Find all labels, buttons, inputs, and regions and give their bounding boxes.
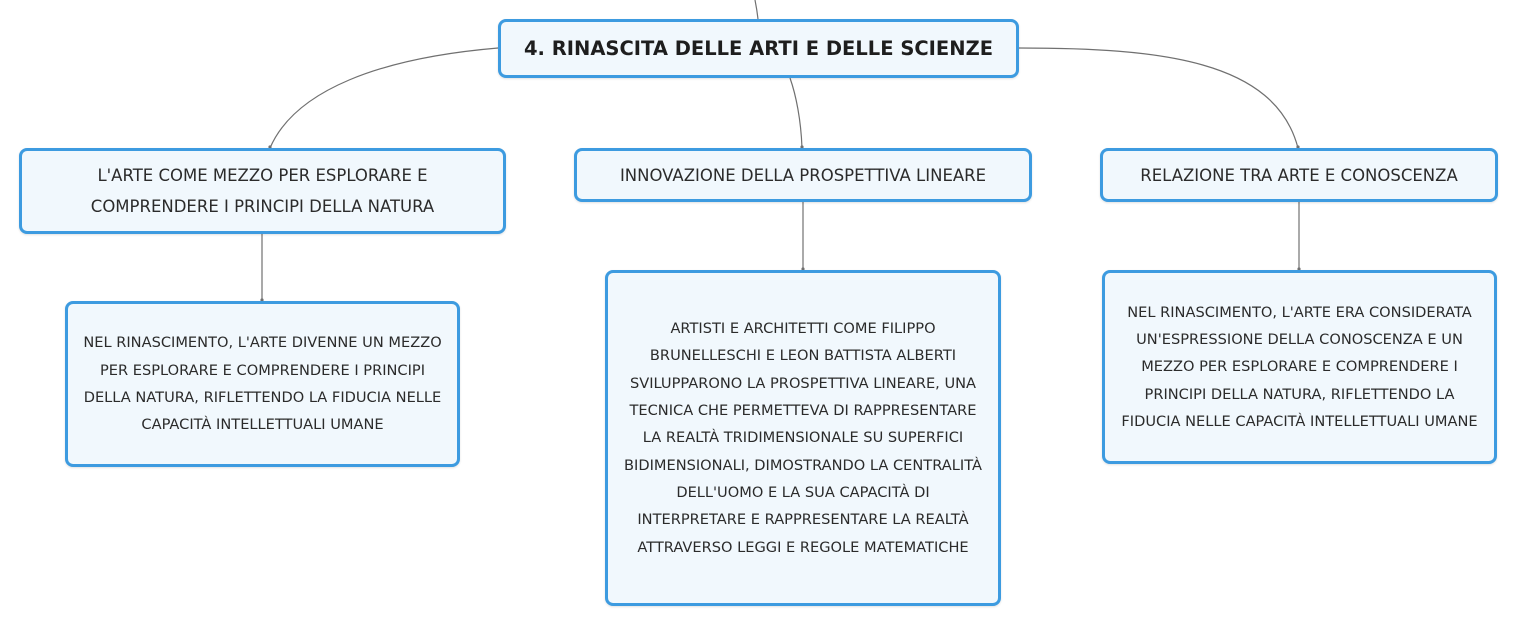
root-topic-node[interactable] bbox=[498, 19, 1019, 78]
topic-node-prospettiva-lineare[interactable] bbox=[574, 148, 1032, 202]
topic-title: L'ARTE COME MEZZO PER ESPLORARE E COMPRENDERE I PRINCIPI DELLA NATURA bbox=[90, 166, 435, 216]
detail-node-prospettiva-lineare[interactable] bbox=[605, 270, 1001, 606]
connector-root-to-topic-1 bbox=[270, 48, 498, 148]
connector-root-to-topic-3 bbox=[1019, 48, 1298, 148]
detail-text: NEL RINASCIMENTO, L'ARTE ERA CONSIDERATA UN'ESPRESSIONE DELLA CONOSCENZA E UN MEZZO PER ESPLORARE E COMPRENDERE I PRINCIPI DELLA NATURA, RIFLETTENDO LA FIDUCIA NELLE CAPACITÀ INTELLETTUALI UMANE bbox=[1121, 303, 1478, 430]
root-topic-title: 4. RINASCITA DELLE ARTI E DELLE SCIENZE bbox=[523, 37, 994, 60]
detail-node-arte-conoscenza[interactable] bbox=[1102, 270, 1497, 464]
topic-node-arte-conoscenza[interactable] bbox=[1100, 148, 1498, 202]
detail-text: NEL RINASCIMENTO, L'ARTE DIVENNE UN MEZZO PER ESPLORARE E COMPRENDERE I PRINCIPI DELLA NATURA, RIFLETTENDO LA FIDUCIA NELLE CAPACITÀ INTELLETTUALI UMANE bbox=[83, 334, 442, 434]
connector-root-to-topic-2 bbox=[790, 78, 802, 148]
topic-title: INNOVAZIONE DELLA PROSPETTIVA LINEARE bbox=[619, 165, 987, 185]
detail-node-arte-natura[interactable] bbox=[65, 301, 460, 467]
topic-node-arte-natura[interactable] bbox=[19, 148, 506, 234]
detail-text: ARTISTI E ARCHITETTI COME FILIPPO BRUNELLESCHI E LEON BATTISTA ALBERTI SVILUPPARONO LA PROSPETTIVA LINEARE, UNA TECNICA CHE PERMETTEVA DI RAPPRESENTARE LA REALTÀ TRIDIMENSIONALE SU SUPERFICI BIDIMENSIONALI, DIMOSTRANDO LA CENTRALITÀ DELL'UOMO E LA SUA CAPACITÀ DI INTERPRETARE E RAPPRESENTARE LA REALTÀ ATTRAVERSO LEGGI E REGOLE MATEMATICHE bbox=[624, 320, 982, 556]
topic-title: RELAZIONE TRA ARTE E CONOSCENZA bbox=[1140, 165, 1458, 185]
connector-parent-to-root bbox=[755, 0, 758, 19]
